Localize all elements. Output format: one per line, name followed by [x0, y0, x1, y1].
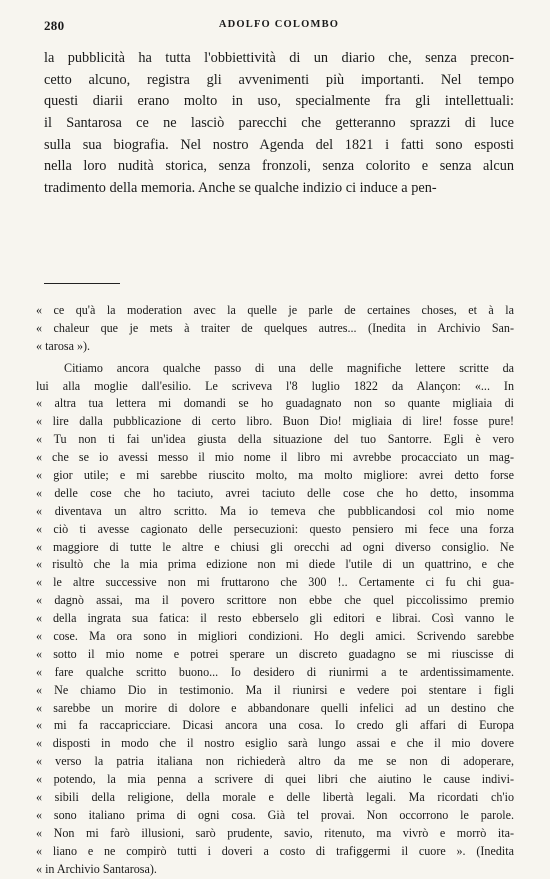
footnote-line: « risultò che la mia prima edizione non mi diede l'utile di un quattrino, e che	[36, 557, 514, 572]
footnote-line: Citiamo ancora qualche passo di una delle magnifiche lettere scritte da	[64, 360, 514, 375]
body-line: la pubblicità ha tutta l'obbiettività di un diario che, senza precon-	[44, 50, 514, 66]
footnote-line: « disposti in modo che il nostro esiglio sarà lungo assai e che il mio dovere	[36, 736, 514, 751]
footnote-line: « maggiore di tutte le altre e chiusi gli orecchi ad ogni diverso consiglio. Ne	[36, 539, 514, 554]
footnote-line: « in Archivio Santarosa).	[36, 861, 157, 876]
footnote-line: « potendo, la mia penna a scrivere di quei libri che aiutino le cause indivi-	[36, 772, 514, 787]
footnote-line: « lire dalla pubblicazione di certo libro. Buon Dio! migliaia di lire! fosse pure!	[36, 414, 514, 429]
footnote-line: « liano e ne compirò tutti i doveri a costo di trafiggermi il cuore ». (Inedita	[36, 843, 514, 858]
footnote-line: « mi fa raccapricciare. Dicasi ancora una cosa. Io credo gli affari di Europa	[36, 718, 514, 733]
footnote-line: « fare qualche scritto buono... Io desidero di riunirmi a te ardentissimamente.	[36, 664, 514, 679]
body-line: nella loro nudità storica, senza fronzoli, senza colorito e senza alcun	[44, 158, 514, 175]
footnote-line: « della ingrata sua fatica: il resto ebberselo gli editori e librai. Così vanno le	[36, 611, 514, 626]
footnote-line: « delle cose che ho taciuto, avrei taciuto delle cose che ho detto, insomma	[36, 485, 514, 500]
footnote-line: « tarosa »).	[36, 338, 91, 353]
footnote-line: « gior utile; e mi sarebbe riuscito molto, ma molto migliore: avrei detto forse	[36, 468, 514, 483]
body-text	[44, 48, 514, 200]
body-line: il Santarosa ce ne lasciò parecchi che getteranno sprazzi di luce	[44, 115, 514, 132]
footnote-line: « verso la patria italiana non richiederà altro da me se non di adoperare,	[36, 754, 514, 769]
footnote-line: « sibili della religione, della morale e delle libertà legali. Ma ricordati ch'io	[36, 790, 514, 805]
footnote-line: « Non mi farò illusioni, sarò prudente, savio, ritenuto, ma vivrò e morrò ita-	[36, 825, 514, 840]
footnote-line: « le altre successive non mi fruttarono che 300 !.. Certamente ci fu chi gua-	[36, 575, 514, 590]
footnote-line: « cose. Ma ora sono in migliori condizioni. Ho degli amici. Scrivendo sarebbe	[36, 629, 514, 644]
footnote-line: « Tu non ti fai un'idea giusta della situazione del tuo Santorre. Egli è vero	[36, 432, 514, 447]
footnote-line: « ce qu'à la moderation avec la quelle je parle de certaines choses, et à la	[36, 303, 514, 317]
footnote-line: « Ne chiamo Dio in testimonio. Ma il riunirsi e vedere poi stentare i figli	[36, 682, 514, 697]
page-number: 280	[44, 18, 65, 33]
footnote-line: « chaleur que je mets à traiter de quelques autres... (Inedita in Archivio San-	[36, 320, 514, 335]
footnote-line: « ciò ti avesse cagionato delle persecuzioni: questo pensiero mi fece una forza	[36, 521, 514, 536]
footnote-line: « sarebbe un morire di dolore e abbandonare quelli infelici ad un destino che	[36, 700, 514, 715]
footnote-line: « altra tua lettera mi domandi se ho guadagnato non so quante migliaia di	[36, 396, 514, 411]
footnote-rule	[44, 283, 120, 284]
footnotes	[36, 302, 514, 879]
running-title: ADOLFO COLOMBO	[218, 19, 340, 30]
page-header	[44, 18, 514, 34]
footnote-line: « dagnò assai, ma il povero scrittore non ebbe che quel piccolissimo premio	[36, 593, 514, 608]
body-line: cetto alcuno, registra gli avvenimenti più importanti. Nel tempo	[44, 71, 514, 88]
footnote-line: « sotto il mio nome e potrei sperare un discreto guadagno se mi riuscisse di	[36, 646, 514, 661]
footnote-line: lui alla moglie dall'esilio. Le scriveva l'8 luglio 1822 da Alançon: «... In	[36, 378, 514, 393]
body-line: questi diarii erano molto in uso, specialmente fra gli intellettuali:	[44, 93, 514, 110]
footnote-line: « che se io avessi messo il mio nome il libro mi avrebbe procacciato un mag-	[36, 450, 514, 465]
footnote-line: « diventava un altro scritto. Ma io temeva che pubblicandosi col mio nome	[36, 503, 514, 518]
body-line: tradimento della memoria. Anche se qualche indizio ci induce a pen-	[44, 180, 437, 197]
footnote-line: « sono italiano prima di ogni cosa. Già tel provai. Non occorrono le parole.	[36, 807, 514, 822]
body-line: sulla sua biografia. Nel nostro Agenda del 1821 i fatti sono esposti	[44, 136, 514, 153]
